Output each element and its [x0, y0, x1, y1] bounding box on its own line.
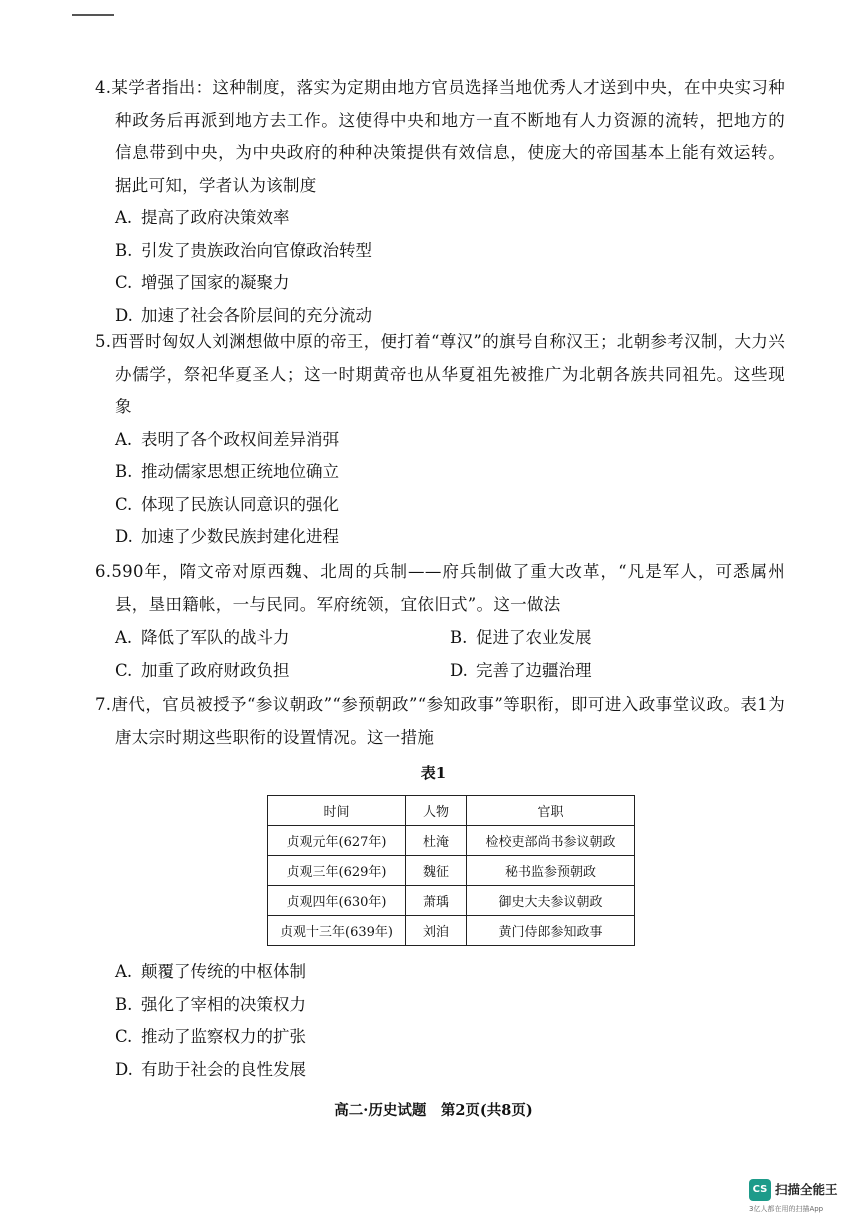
question-7-number: 7.	[95, 695, 112, 714]
question-7-option-d[interactable]: D. 有助于社会的良性发展	[115, 1059, 306, 1079]
question-6-stem: 590年，隋文帝对原西魏、北周的兵制——府兵制做了重大改革，“凡是军人，可悉属州县，垦田籍帐，一与民同。军府统领，宜依旧式”。这一做法	[111, 562, 785, 614]
question-6-stem-wrap	[95, 556, 785, 621]
table-cell-person: 萧瑀	[406, 886, 467, 916]
table-1-title: 表1	[420, 764, 447, 782]
table-cell-post: 黄门侍郎参知政事	[467, 916, 635, 946]
scan-mark	[72, 14, 114, 16]
table-header-row	[268, 796, 635, 826]
table-cell-time: 贞观十三年(639年)	[268, 916, 406, 946]
question-7-stem: 唐代，官员被授予“参议朝政”“参预朝政”“参知政事”等职衔，即可进入政事堂议政。表1为唐太宗时期这些职衔的设置情况。这一措施	[111, 695, 785, 747]
question-5-option-d[interactable]: D. 加速了少数民族封建化进程	[115, 527, 339, 546]
scanner-app-name: 扫描全能王	[775, 1182, 838, 1197]
table-row	[268, 916, 635, 946]
question-7-options	[95, 956, 785, 1086]
question-5-number: 5.	[95, 332, 112, 351]
question-4-stem-wrap	[95, 72, 785, 202]
question-4-option-d[interactable]: D. 加速了社会各阶层间的充分流动	[115, 305, 372, 325]
page-footer: 高二·历史试题 第2页(共8页)	[334, 1102, 533, 1119]
question-7-option-a[interactable]: A. 颠覆了传统的中枢体制	[115, 962, 306, 981]
question-7-stem-wrap	[95, 689, 785, 754]
question-5-option-a[interactable]: A. 表明了各个政权间差异消弭	[115, 429, 339, 449]
question-6-options-row-2	[95, 654, 785, 687]
question-4-stem: 某学者指出：这种制度，落实为定期由地方官员选择当地优秀人才送到中央，在中央实习种种政务后再派到地方去工作。这使得中央和地方一直不断地有人力资源的流转，把地方的信息带到中央，为中央政府的种种决策提供有效信息，使庞大的帝国基本上能有效运转。据此可知，学者认为该制度	[111, 78, 785, 195]
question-5	[95, 326, 785, 554]
question-7-option-c[interactable]: C. 推动了监察权力的扩张	[115, 1027, 306, 1046]
table-row	[268, 826, 635, 856]
table-row	[268, 886, 635, 916]
question-4-option-b[interactable]: B. 引发了贵族政治向官僚政治转型	[115, 240, 372, 260]
table-header-post: 官职	[467, 796, 635, 826]
camscanner-logo-icon: CS	[749, 1179, 771, 1201]
table-cell-post: 秘书监参预朝政	[467, 856, 635, 886]
question-4-number: 4.	[95, 78, 112, 97]
question-4-option-a[interactable]: A. 提高了政府决策效率	[115, 208, 290, 227]
table-cell-time: 贞观元年(627年)	[268, 826, 406, 856]
question-6-option-d[interactable]: D. 完善了边疆治理	[450, 661, 592, 680]
question-6-options-row-1	[95, 621, 785, 654]
table-cell-time: 贞观四年(630年)	[268, 886, 406, 916]
question-6-option-c[interactable]: C. 加重了政府财政负担	[115, 661, 290, 680]
question-6-number: 6.	[95, 562, 112, 581]
table-header-time: 时间	[268, 796, 406, 826]
question-5-option-b[interactable]: B. 推动儒家思想正统地位确立	[115, 462, 339, 481]
table-1	[267, 795, 635, 946]
question-6	[95, 556, 785, 687]
table-header-person: 人物	[406, 796, 467, 826]
table-row	[268, 856, 635, 886]
table-cell-time: 贞观三年(629年)	[268, 856, 406, 886]
question-4-option-c[interactable]: C. 增强了国家的凝聚力	[115, 273, 290, 292]
question-6-option-b[interactable]: B. 促进了农业发展	[450, 628, 592, 647]
question-7-option-b[interactable]: B. 强化了宰相的决策权力	[115, 994, 306, 1014]
table-cell-person: 魏征	[406, 856, 467, 886]
table-cell-post: 御史大夫参议朝政	[467, 886, 635, 916]
question-5-stem-wrap	[95, 326, 785, 424]
scanner-watermark	[749, 1176, 859, 1220]
question-5-stem: 西晋时匈奴人刘渊想做中原的帝王，便打着“尊汉”的旗号自称汉王；北朝参考汉制，大力兴办儒学，祭祀华夏圣人；这一时期黄帝也从华夏祖先被推广为北朝各族共同祖先。这些现象	[111, 332, 785, 416]
question-6-option-a[interactable]: A. 降低了军队的战斗力	[115, 628, 290, 647]
question-5-option-c[interactable]: C. 体现了民族认同意识的强化	[115, 494, 339, 514]
question-7	[95, 689, 785, 754]
table-cell-person: 刘洎	[406, 916, 467, 946]
scanner-tagline: 3亿人都在用的扫描App	[749, 1205, 824, 1213]
table-cell-person: 杜淹	[406, 826, 467, 856]
question-4	[95, 72, 785, 332]
table-cell-post: 检校吏部尚书参议朝政	[467, 826, 635, 856]
